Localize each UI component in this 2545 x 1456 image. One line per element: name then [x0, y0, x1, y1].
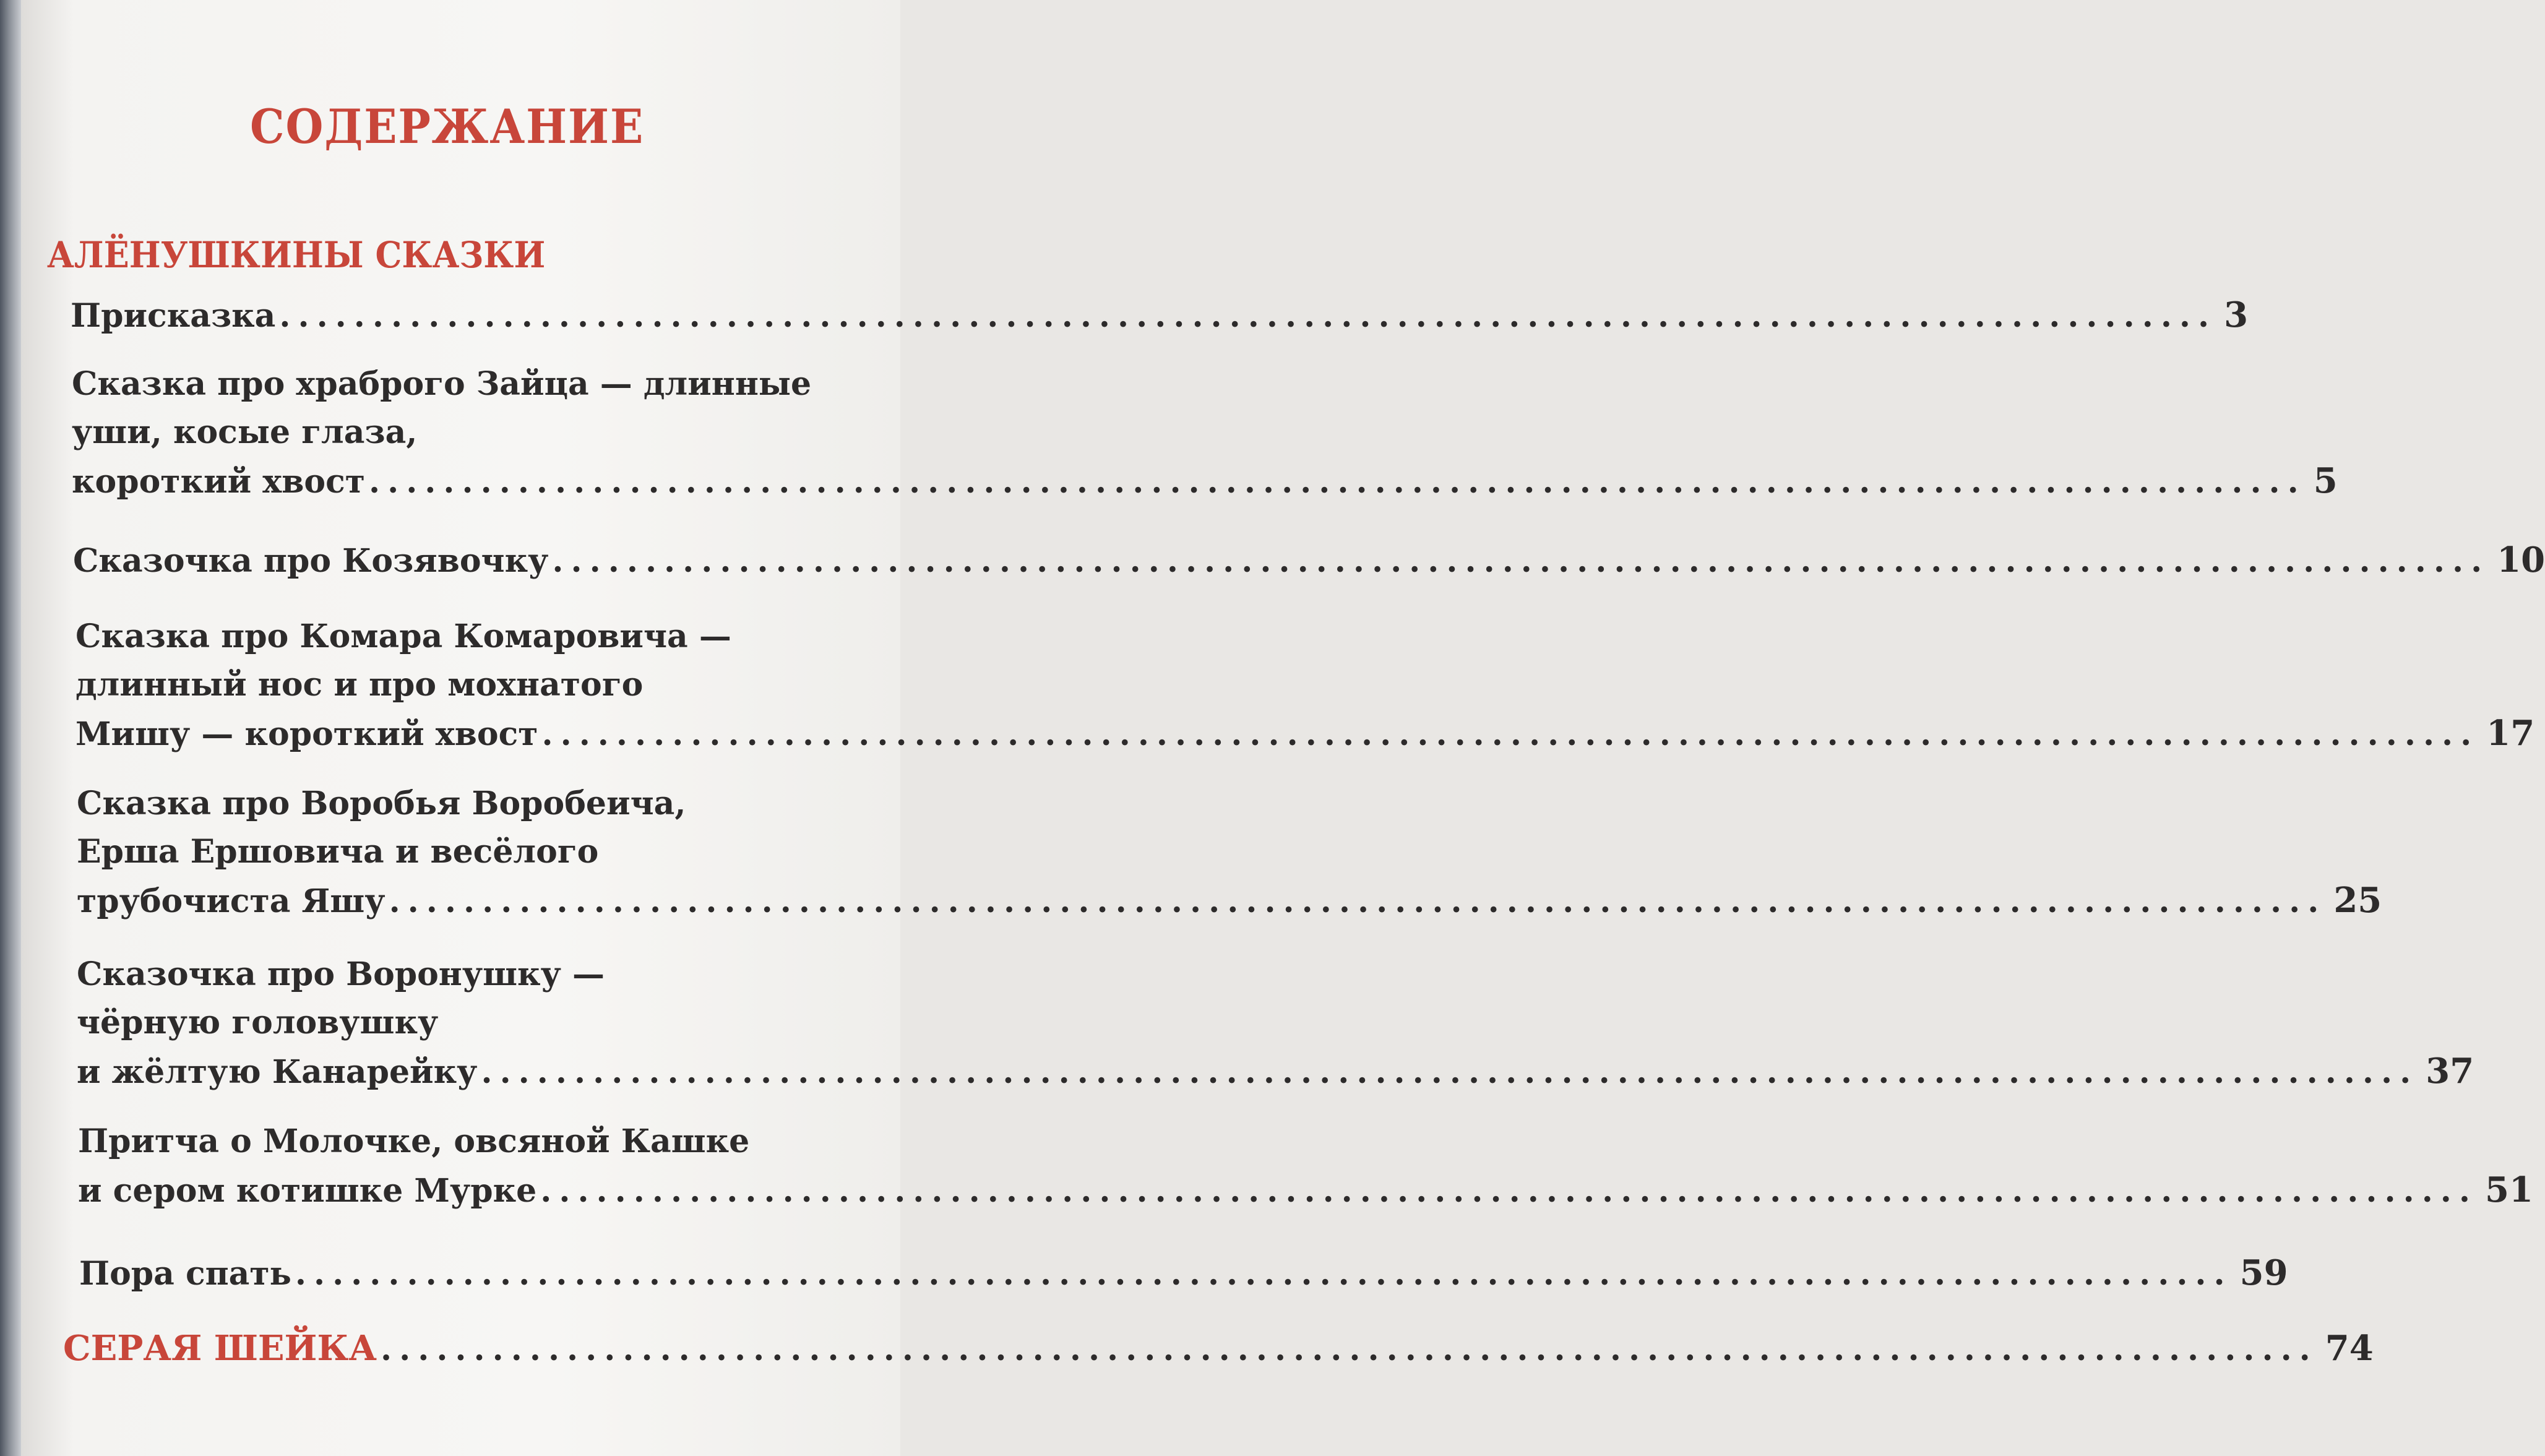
toc-entry[interactable]	[73, 536, 2545, 585]
page-number: 10	[2497, 540, 2545, 580]
leader-dots: ........................................................................................................	[540, 1172, 2478, 1210]
leader-dots: ........................................................................................................	[481, 1053, 2419, 1091]
book-page	[21, 0, 2545, 1456]
page-number: 5	[2313, 460, 2338, 501]
entry-title: Пора спать	[79, 1255, 291, 1293]
entry-title-line: Ерша Ершовича и весёлого	[77, 833, 599, 871]
toc-entry[interactable]	[77, 950, 2474, 1096]
entry-title: трубочиста Яшу	[77, 882, 385, 920]
page-number: 59	[2239, 1252, 2288, 1293]
page-number: 25	[2333, 880, 2382, 921]
leader-dots: ........................................................................................................	[389, 882, 2327, 920]
leader-dots: ........................................................................................................	[369, 463, 2306, 501]
entry-title-line: Притча о Молочке, овсяной Кашке	[78, 1122, 750, 1160]
entry-title-line: Сказочка про Воронушку —	[77, 955, 605, 993]
entry-title: Мишу — короткий хвост	[75, 715, 538, 753]
leader-dots: ........................................................................................................	[381, 1330, 2318, 1368]
toc-entry[interactable]	[79, 1249, 2288, 1298]
page-number: 17	[2486, 713, 2535, 754]
page-title: СОДЕРЖАНИЕ	[250, 99, 645, 154]
toc-entry[interactable]	[77, 780, 2382, 926]
toc-section-seraya-sheika[interactable]	[63, 1324, 2374, 1374]
entry-title: Сказочка про Козявочку	[73, 542, 549, 580]
page-number: 37	[2426, 1051, 2474, 1092]
entry-title-line: длинный нос и про мохнатого	[75, 666, 644, 704]
section-title-alenushkiny-skazki: АЛЁНУШКИНЫ СКАЗКИ	[47, 234, 546, 276]
leader-dots: ........................................................................................................	[279, 297, 2217, 335]
leader-dots: ........................................................................................................	[295, 1255, 2233, 1293]
toc-entry[interactable]	[78, 1118, 2533, 1215]
entry-title: короткий хвост	[72, 463, 365, 501]
entry-title-line: Сказка про Комара Комаровича —	[75, 618, 731, 655]
section-title-seraya-sheika: СЕРАЯ ШЕЙКА	[63, 1328, 377, 1369]
page-number: 51	[2485, 1170, 2533, 1210]
toc-entry[interactable]	[72, 360, 2338, 506]
entry-title: и жёлтую Канарейку	[77, 1053, 478, 1091]
entry-title: и сером котишке Мурке	[78, 1172, 537, 1210]
page-number: 74	[2325, 1328, 2374, 1369]
toc-entry[interactable]	[75, 613, 2535, 759]
leader-dots: ........................................................................................................	[541, 715, 2479, 753]
leader-dots: ........................................................................................................	[552, 542, 2490, 580]
book-spine	[0, 0, 21, 1456]
entry-title-line: Сказка про храброго Зайца — длинные	[72, 365, 812, 403]
entry-title: Присказка	[71, 297, 276, 335]
page-number: 3	[2224, 295, 2249, 335]
entry-title-line: Сказка про Воробья Воробеича,	[77, 785, 686, 822]
entry-title-line: чёрную головушку	[77, 1004, 439, 1041]
toc-entry[interactable]	[71, 291, 2249, 340]
entry-title-line: уши, косые глаза,	[72, 413, 418, 451]
